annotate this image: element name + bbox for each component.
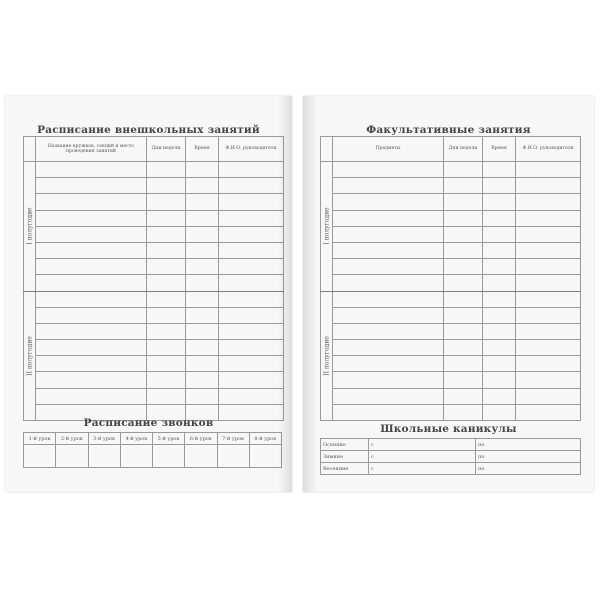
table-row [24,291,284,307]
table-cell [516,291,581,307]
table-cell [483,404,516,420]
table-cell [186,323,219,339]
table-cell [444,307,483,323]
table-row [24,356,284,372]
holiday-to: по [476,463,581,475]
table-cell [483,291,516,307]
lesson-label: 7-й урок [217,433,249,445]
holiday-row [321,439,581,451]
holiday-from: с [369,463,476,475]
table-cell [516,242,581,258]
semester-2-label [24,291,36,421]
bells-value-row [24,445,282,468]
table-cell [333,291,444,307]
table-cell [147,307,186,323]
table-row [321,162,581,178]
table-row [321,259,581,275]
holiday-name: Весенние [321,463,369,475]
table-cell [186,259,219,275]
table-cell [36,259,147,275]
table-header-row [321,137,581,162]
table-cell [219,242,284,258]
table-cell [483,275,516,291]
extracurricular-title: Расписание внешкольных занятий [37,124,260,136]
table-cell [147,162,186,178]
semester-text: II полугодие [323,335,330,376]
table-cell [516,388,581,404]
table-cell [36,194,147,210]
table-cell [483,259,516,275]
table-cell [36,291,147,307]
table-row [24,242,284,258]
header-leader: Ф.И.О. руководителя [219,137,284,162]
table-row [321,275,581,291]
table-cell [219,178,284,194]
table-cell [516,356,581,372]
table-cell [219,291,284,307]
table-cell [147,372,186,388]
header-semester [24,137,36,162]
table-cell [147,388,186,404]
bell-time-cell [185,445,217,468]
bells-table [23,432,282,468]
table-cell [219,210,284,226]
table-cell [186,226,219,242]
table-cell [333,210,444,226]
table-cell [333,194,444,210]
table-cell [516,323,581,339]
table-cell [516,178,581,194]
semester-1-label [24,162,36,292]
table-row [321,194,581,210]
right-page [303,96,594,492]
table-row [24,307,284,323]
bells-title: Расписание звонков [83,417,214,429]
electives-table [320,136,581,421]
table-cell [516,162,581,178]
table-cell [333,404,444,420]
bell-time-cell [120,445,152,468]
electives-title: Факультативные занятия [366,124,531,136]
table-cell [483,307,516,323]
table-cell [444,388,483,404]
table-cell [36,210,147,226]
table-cell [483,242,516,258]
table-cell [186,388,219,404]
holiday-row [321,451,581,463]
table-cell [147,356,186,372]
table-cell [333,356,444,372]
lesson-label: 4-й урок [120,433,152,445]
bells-header-row [24,433,282,445]
table-cell [186,275,219,291]
table-cell [483,178,516,194]
table-cell [333,162,444,178]
table-cell [36,307,147,323]
table-cell [333,307,444,323]
holiday-to: по [476,439,581,451]
holiday-name: Осенние [321,439,369,451]
table-row [321,178,581,194]
table-cell [444,340,483,356]
semester-text: II полугодие [26,335,33,376]
table-cell [147,226,186,242]
table-cell [516,226,581,242]
table-row [24,372,284,388]
table-cell [483,194,516,210]
table-cell [147,323,186,339]
table-row [321,307,581,323]
table-row [321,323,581,339]
holiday-row [321,463,581,475]
table-cell [147,210,186,226]
left-page [5,96,292,492]
table-cell [186,242,219,258]
table-cell [333,259,444,275]
table-cell [219,323,284,339]
table-cell [219,259,284,275]
table-cell [333,323,444,339]
table-row [321,372,581,388]
table-cell [516,372,581,388]
table-cell [333,340,444,356]
table-cell [444,210,483,226]
header-leader: Ф.И.О. руководителя [516,137,581,162]
table-cell [219,275,284,291]
table-cell [483,356,516,372]
table-cell [483,162,516,178]
table-cell [483,210,516,226]
bell-time-cell [56,445,88,468]
table-row [24,162,284,178]
table-cell [186,194,219,210]
table-cell [219,194,284,210]
table-cell [36,340,147,356]
table-cell [147,178,186,194]
table-cell [36,162,147,178]
table-cell [483,388,516,404]
table-row [321,291,581,307]
table-cell [444,372,483,388]
table-row [24,340,284,356]
table-cell [147,242,186,258]
table-cell [36,178,147,194]
table-cell [444,194,483,210]
table-row [24,275,284,291]
table-header-row [24,137,284,162]
table-cell [444,275,483,291]
table-cell [186,291,219,307]
table-cell [219,226,284,242]
table-cell [483,226,516,242]
header-time: Время [186,137,219,162]
table-cell [147,194,186,210]
table-cell [483,372,516,388]
table-row [321,388,581,404]
table-cell [36,356,147,372]
table-row [321,404,581,420]
lesson-label: 6-й урок [185,433,217,445]
table-cell [219,388,284,404]
table-cell [186,340,219,356]
table-cell [444,356,483,372]
table-cell [333,372,444,388]
table-cell [219,162,284,178]
semester-2-label [321,291,333,421]
table-cell [219,307,284,323]
table-cell [186,178,219,194]
table-cell [147,259,186,275]
holiday-from: с [369,439,476,451]
table-cell [147,340,186,356]
table-row [321,226,581,242]
table-row [321,340,581,356]
header-club-name: Название кружков, секций и место проведения занятий [36,137,147,162]
extracurricular-table [23,136,284,421]
header-days: Дни недели [147,137,186,162]
table-cell [444,291,483,307]
table-cell [444,242,483,258]
lesson-label: 2-й урок [56,433,88,445]
table-row [24,194,284,210]
lesson-label: 1-й урок [24,433,56,445]
table-cell [186,210,219,226]
table-cell [333,275,444,291]
lesson-label: 5-й урок [153,433,185,445]
holidays-title: Школьные каникулы [380,423,517,435]
holidays-table [320,438,581,475]
table-cell [444,226,483,242]
bell-time-cell [24,445,56,468]
table-row [24,226,284,242]
semester-text: I полугодие [26,207,33,245]
bell-time-cell [88,445,120,468]
table-cell [444,404,483,420]
table-cell [186,372,219,388]
holiday-to: по [476,451,581,463]
holiday-name: Зимние [321,451,369,463]
table-cell [147,291,186,307]
semester-1-label [321,162,333,292]
table-row [321,210,581,226]
table-cell [147,275,186,291]
header-semester [321,137,333,162]
table-cell [36,323,147,339]
table-row [24,210,284,226]
lesson-label: 8-й урок [249,433,281,445]
table-cell [483,340,516,356]
table-cell [516,275,581,291]
table-row [24,323,284,339]
table-cell [186,162,219,178]
table-cell [516,194,581,210]
semester-text: I полугодие [323,207,330,245]
table-cell [219,356,284,372]
table-row [24,388,284,404]
table-cell [186,307,219,323]
table-cell [36,372,147,388]
table-cell [444,259,483,275]
header-time: Время [483,137,516,162]
lesson-label: 3-й урок [88,433,120,445]
table-cell [444,323,483,339]
bell-time-cell [249,445,281,468]
table-cell [444,178,483,194]
table-cell [333,178,444,194]
bell-time-cell [153,445,185,468]
table-cell [483,323,516,339]
table-cell [333,388,444,404]
table-row [321,242,581,258]
table-cell [36,275,147,291]
holiday-from: с [369,451,476,463]
table-row [24,259,284,275]
bell-time-cell [217,445,249,468]
table-cell [516,404,581,420]
table-cell [36,226,147,242]
table-cell [516,307,581,323]
table-cell [219,372,284,388]
table-cell [333,242,444,258]
table-cell [516,340,581,356]
table-cell [333,226,444,242]
table-cell [36,242,147,258]
table-cell [516,259,581,275]
header-subjects: Предметы [333,137,444,162]
table-cell [186,356,219,372]
table-cell [36,388,147,404]
table-cell [219,340,284,356]
table-cell [516,210,581,226]
table-row [321,356,581,372]
table-cell [444,162,483,178]
header-days: Дни недели [444,137,483,162]
table-row [24,178,284,194]
